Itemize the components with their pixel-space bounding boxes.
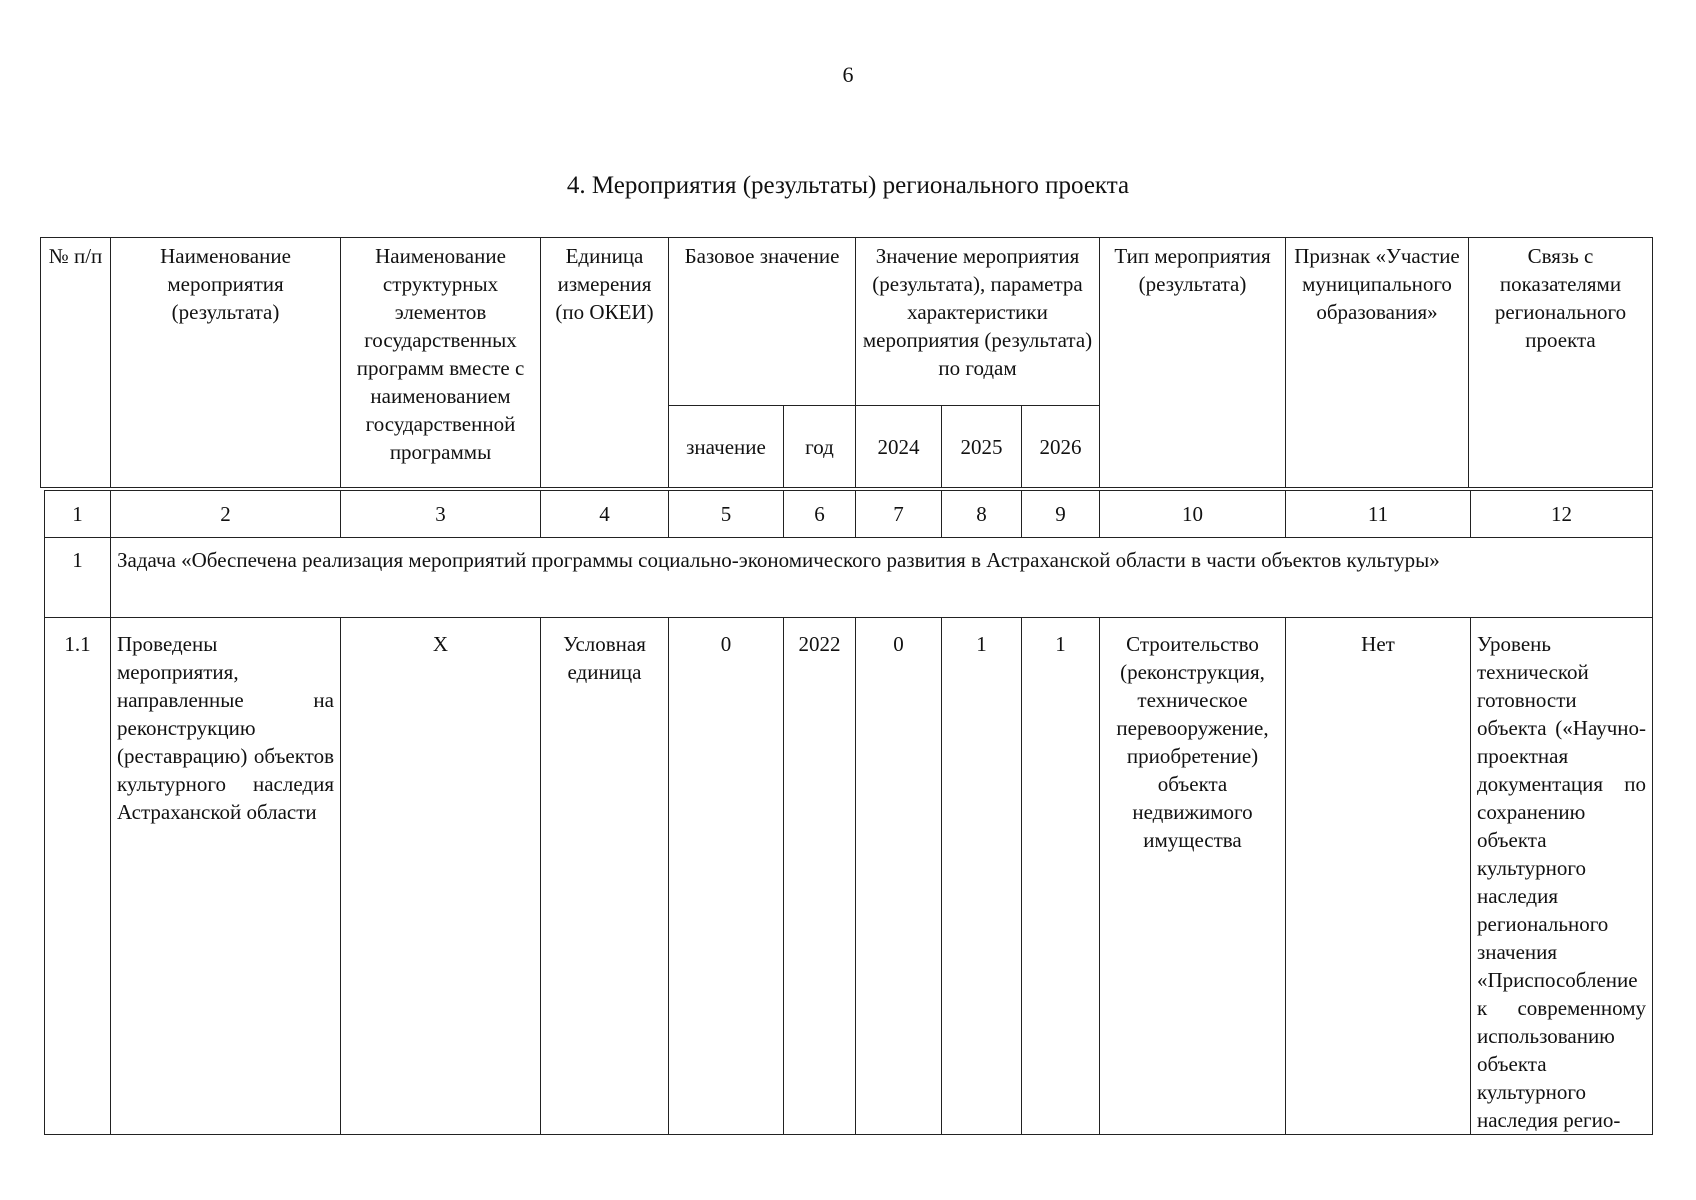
row-type: Строительство (реконструкция, техническое перевооружение, приобретение) объекта недвижимого имущества: [1100, 618, 1286, 1135]
column-number: 3: [341, 491, 541, 538]
section-title: 4. Мероприятия (результаты) регионального проекта: [566, 172, 1130, 199]
column-number: 5: [669, 491, 784, 538]
row-structural: Х: [341, 618, 541, 1135]
header-year-2024: 2024: [856, 406, 942, 488]
page-number: 6: [842, 62, 854, 87]
row-base-value: 0: [669, 618, 784, 1135]
column-number: 9: [1022, 491, 1100, 538]
column-number: 8: [942, 491, 1022, 538]
column-number: 7: [856, 491, 942, 538]
header-link: Связь с показателями регионального проекта: [1469, 238, 1653, 488]
row-base-year: 2022: [784, 618, 856, 1135]
row-num: 1.1: [45, 618, 111, 1135]
row-municipal: Нет: [1286, 618, 1471, 1135]
header-municipal: Признак «Участие муниципального образования»: [1286, 238, 1469, 488]
column-number: 2: [111, 491, 341, 538]
header-years-value: Значение мероприятия (результата), параметра характеристики мероприятия (результата) по годам: [856, 238, 1100, 406]
column-number: 10: [1100, 491, 1286, 538]
table-row: [45, 618, 1653, 1135]
row-value-2026: 1: [1022, 618, 1100, 1135]
header-name: Наименование мероприятия (результата): [111, 238, 341, 488]
header-unit: Единица измерения (по ОКЕИ): [541, 238, 669, 488]
row-name: Проведены мероприятия, направленные на реконструкцию (реставрацию) объектов культурного наследия Астраханской области: [111, 618, 341, 1135]
column-number: 4: [541, 491, 669, 538]
row-unit: Условная единица: [541, 618, 669, 1135]
table-header: [40, 237, 1653, 488]
row-value-2025: 1: [942, 618, 1022, 1135]
header-base-value-sub: значение: [669, 406, 784, 488]
task-row: [45, 538, 1653, 618]
task-text: Задача «Обеспечена реализация мероприятий программы социально-экономического развития в Астраханской области в части объектов культуры»: [111, 538, 1653, 618]
task-num: 1: [45, 538, 111, 618]
column-number: 1: [45, 491, 111, 538]
header-base-year-sub: год: [784, 406, 856, 488]
column-number: 12: [1471, 491, 1653, 538]
header-base-value: Базовое значение: [669, 238, 856, 406]
row-value-2024: 0: [856, 618, 942, 1135]
column-numbers-row: [45, 491, 1653, 538]
column-number: 6: [784, 491, 856, 538]
header-year-2025: 2025: [942, 406, 1022, 488]
header-structural: Наименование структурных элементов государственных программ вместе с наименованием государственной программы: [341, 238, 541, 488]
row-link: Уровень технической готовности объекта («Научно-проектная документация по сохранению объекта культурного наследия регионального значения «Приспособление к современному использованию объекта культурного наследия регио-: [1471, 618, 1653, 1135]
header-num: № п/п: [41, 238, 111, 488]
header-year-2026: 2026: [1022, 406, 1100, 488]
table-body: [44, 490, 1653, 1135]
column-number: 11: [1286, 491, 1471, 538]
header-type: Тип мероприятия (результата): [1100, 238, 1286, 488]
